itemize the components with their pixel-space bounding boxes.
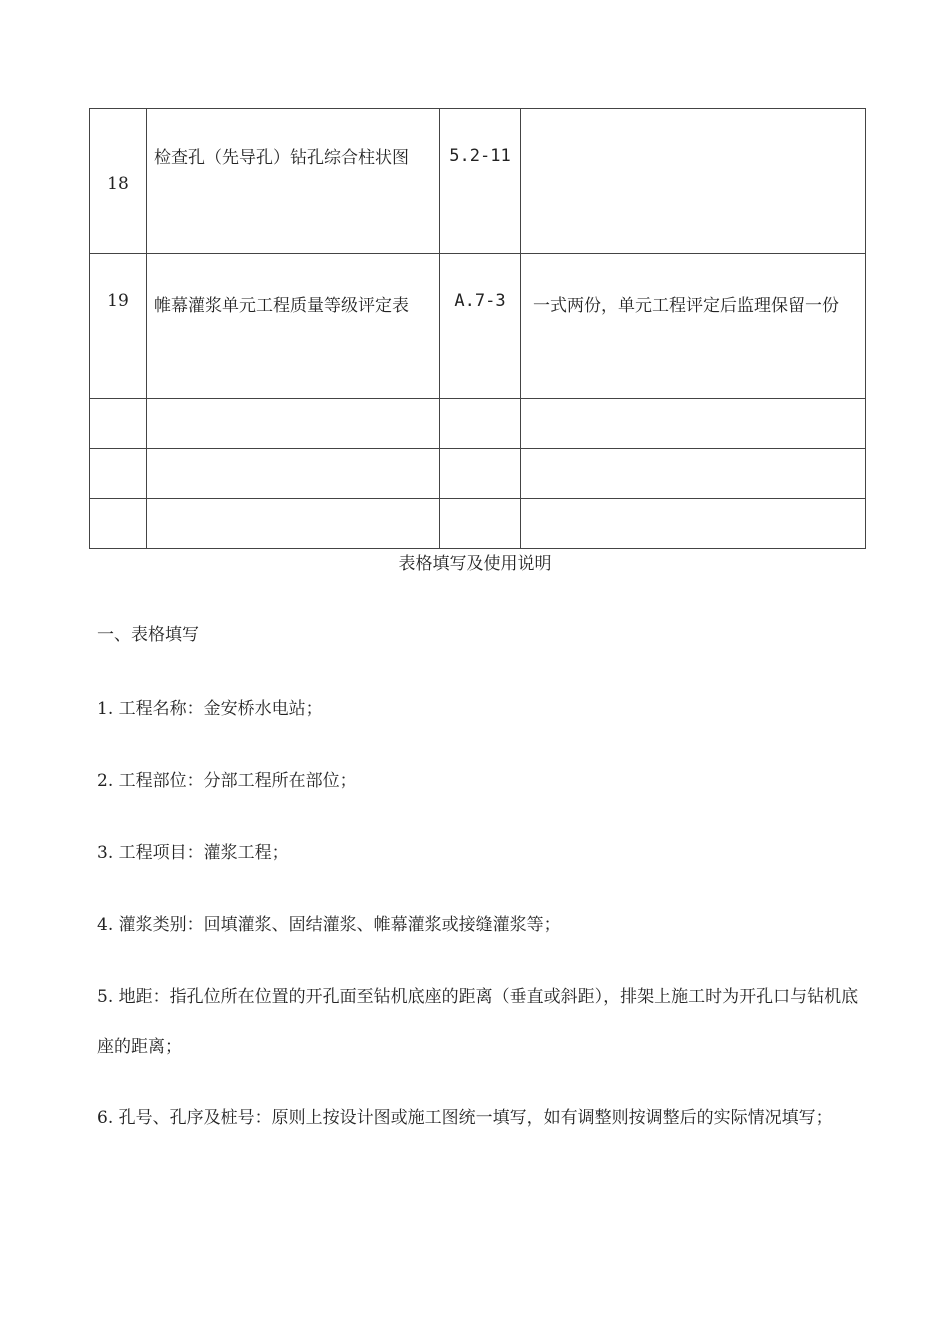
empty-cell	[440, 399, 521, 449]
form-name: 检查孔（先导孔）钻孔综合柱状图	[154, 148, 409, 168]
empty-cell	[521, 399, 866, 449]
empty-cell	[147, 449, 440, 499]
form-code-cell	[440, 109, 521, 254]
instruction-item: 1. 工程名称：金安桥水电站；	[97, 699, 323, 719]
form-name-cell	[147, 109, 440, 254]
form-note-cell	[521, 254, 866, 399]
document-table	[89, 108, 866, 549]
document-title: 表格填写及使用说明	[398, 554, 552, 574]
row-number: 18	[107, 174, 129, 194]
empty-cell	[147, 499, 440, 549]
empty-cell	[90, 499, 147, 549]
empty-cell	[521, 449, 866, 499]
row-number-cell	[90, 109, 147, 254]
empty-cell	[90, 449, 147, 499]
form-code: A.7-3	[454, 291, 506, 311]
form-note	[521, 109, 865, 136]
empty-cell	[521, 499, 866, 549]
row-number-cell	[90, 254, 147, 399]
section-heading: 一、表格填写	[97, 625, 199, 645]
table-row	[90, 109, 866, 254]
form-code-cell	[440, 254, 521, 399]
form-note-cell	[521, 109, 866, 254]
table-row	[90, 399, 866, 449]
form-note: 一式两份，单元工程评定后监理保留一份	[533, 296, 839, 316]
table-row	[90, 499, 866, 549]
empty-cell	[440, 499, 521, 549]
form-name: 帷幕灌浆单元工程质量等级评定表	[154, 296, 409, 316]
form-code: 5.2-11	[449, 146, 511, 166]
form-name-cell	[147, 254, 440, 399]
instruction-item: 2. 工程部位：分部工程所在部位；	[97, 771, 357, 791]
table-row	[90, 254, 866, 399]
empty-cell	[147, 399, 440, 449]
instruction-item: 4. 灌浆类别：回填灌浆、固结灌浆、帷幕灌浆或接缝灌浆等；	[97, 915, 561, 935]
instruction-item: 5. 地距：指孔位所在位置的开孔面至钻机底座的距离（垂直或斜距），排架上施工时为开孔口与钻机底座的距离；	[97, 987, 859, 1057]
instruction-item: 3. 工程项目：灌浆工程；	[97, 843, 289, 863]
instruction-item: 6. 孔号、孔序及桩号：原则上按设计图或施工图统一填写，如有调整则按调整后的实际情况填写；	[97, 1108, 833, 1128]
row-number: 19	[107, 291, 129, 311]
empty-cell	[440, 449, 521, 499]
table-row	[90, 449, 866, 499]
empty-cell	[90, 399, 147, 449]
